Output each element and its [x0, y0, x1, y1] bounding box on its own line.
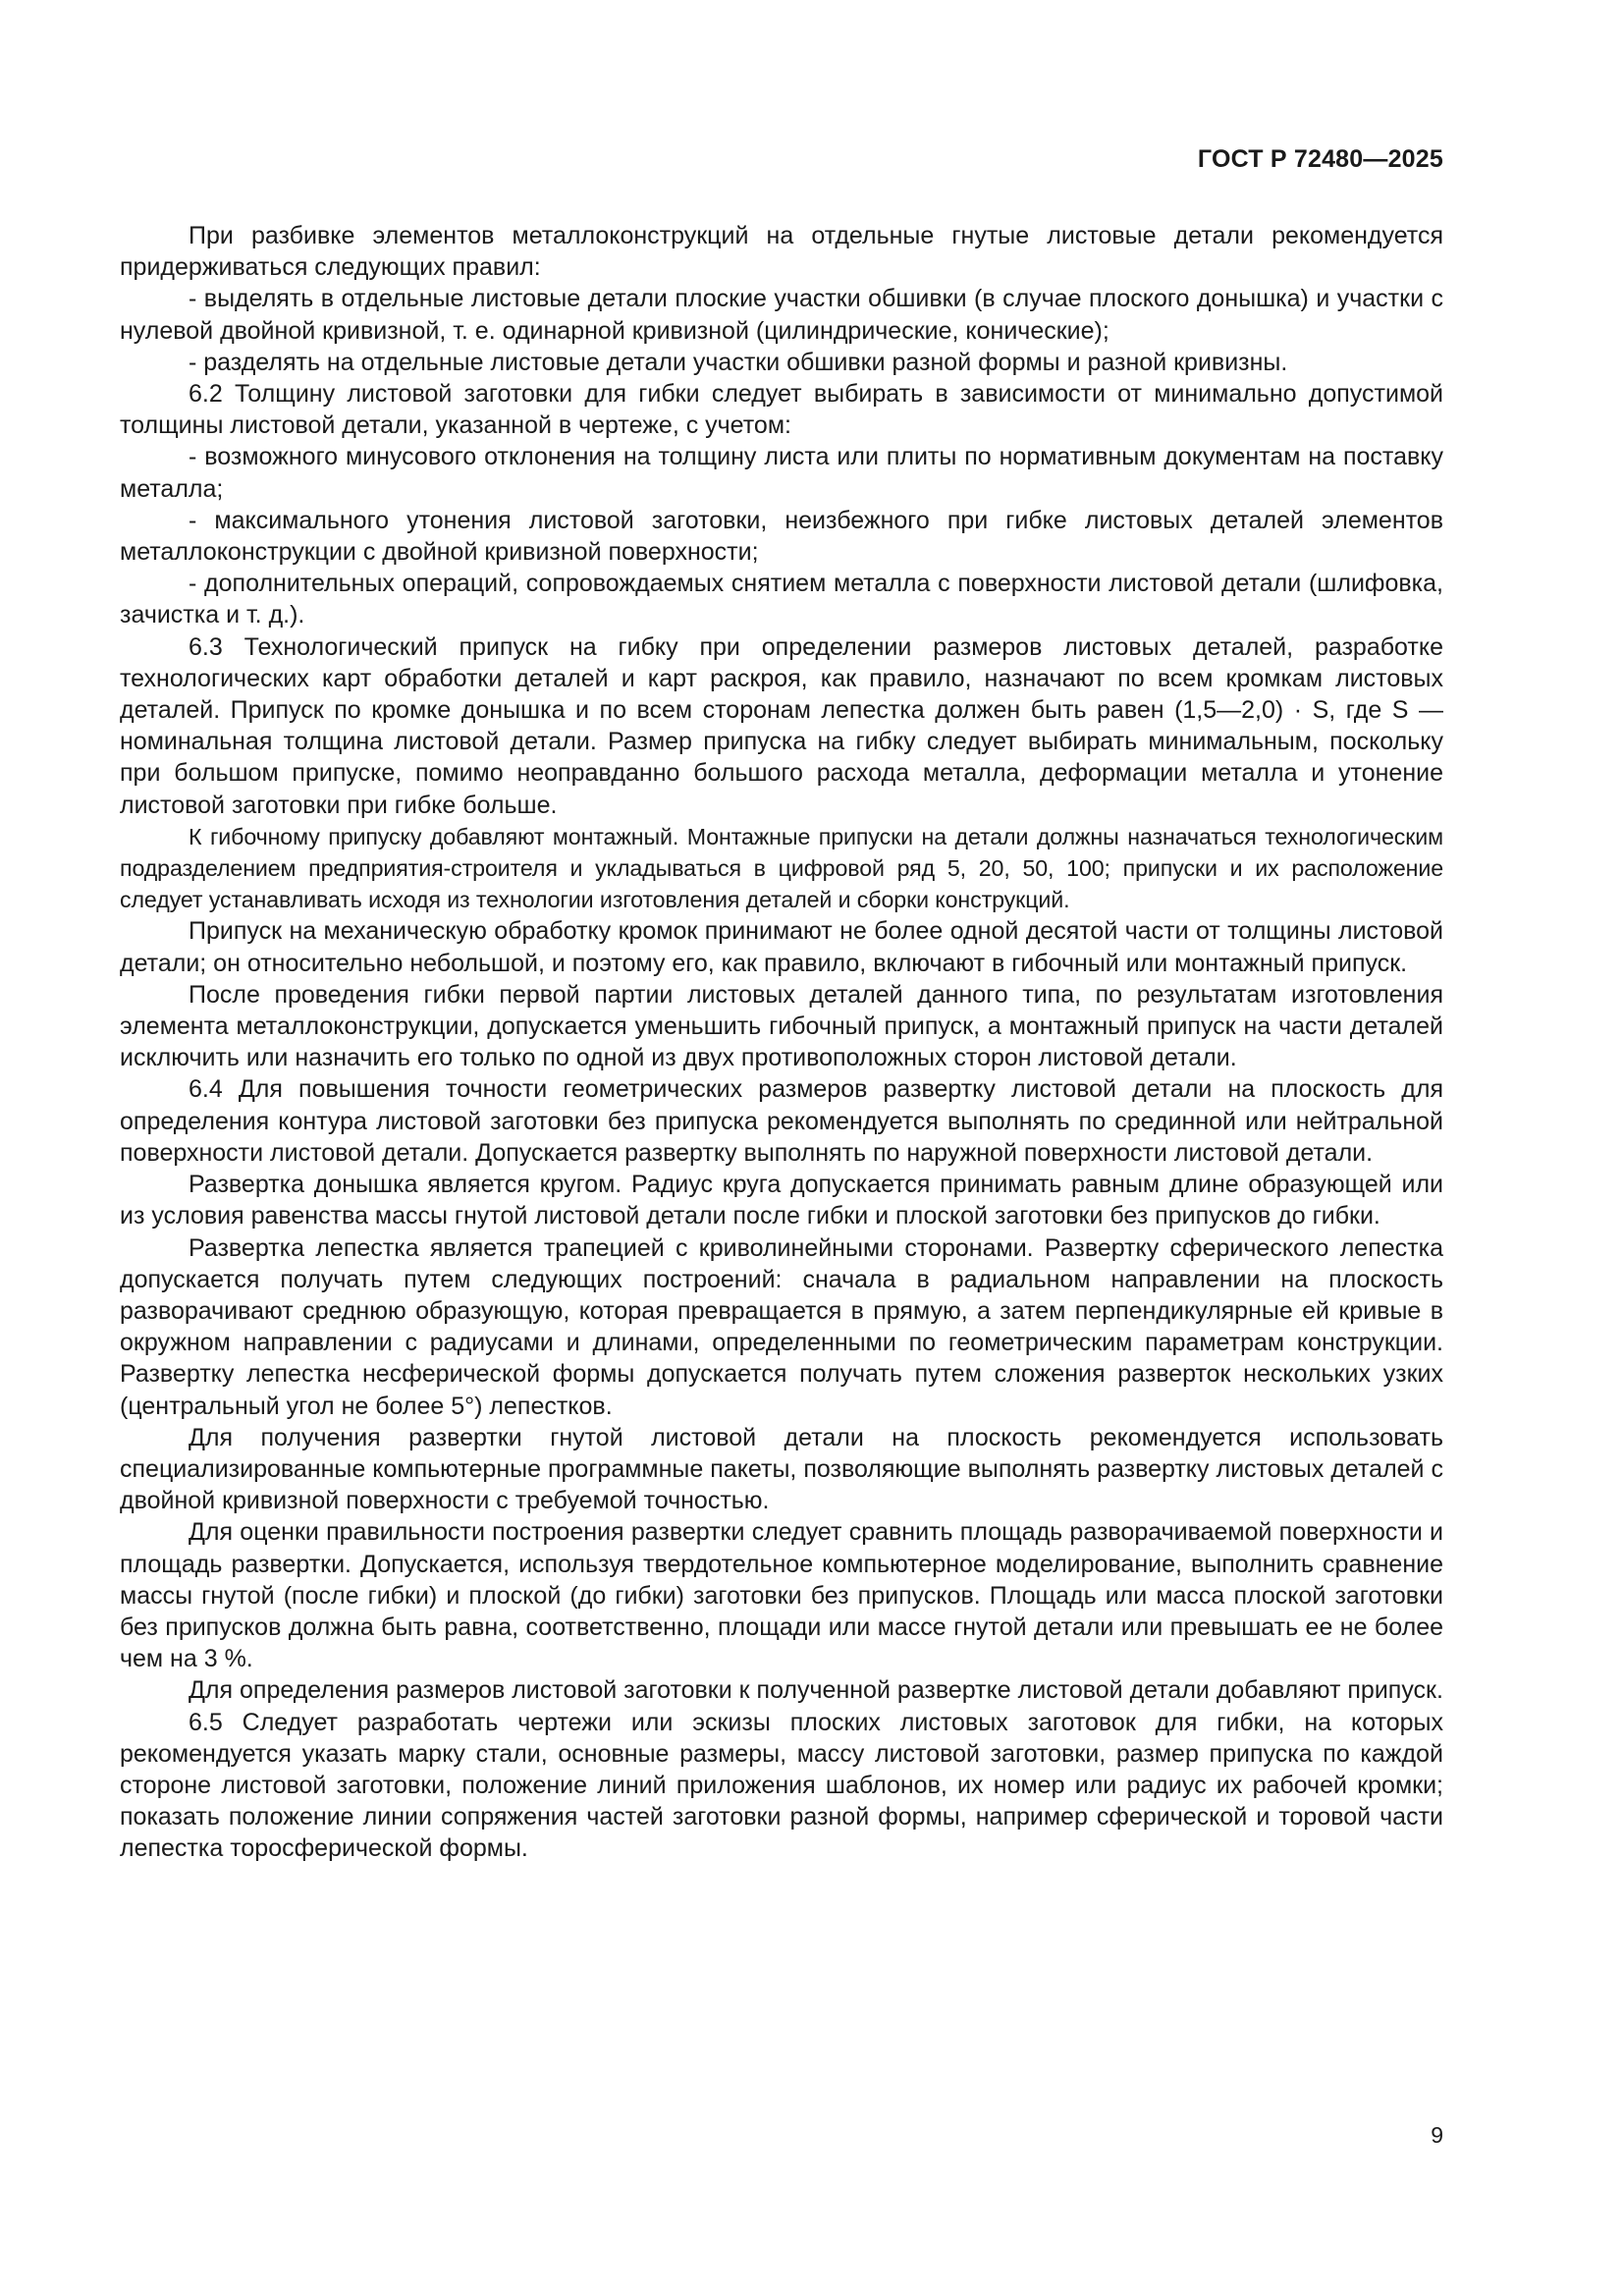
paragraph: - максимального утонения листовой заготовки, неизбежного при гибке листовых деталей элементов металлоконструкции с двойной кривизной поверхности;: [120, 506, 1443, 567]
paragraph: 6.5 Следует разработать чертежи или эскизы плоских листовых заготовок для гибки, на которых рекомендуется указать марку стали, основные размеры, массу листовой заготовки, размер припуска по каждой стороне листовой заготовки, положение линий приложения шаблонов, их номер или радиус их рабочей кромки; показать положение линии сопряжения частей заготовки разной формы, например сферической и торовой части лепестка торосферической формы.: [120, 1708, 1443, 1863]
paragraph: Для определения размеров листовой заготовки к полученной развертке листовой детали добавляют припуск.: [189, 1676, 1443, 1705]
document-body: [120, 220, 1443, 1865]
paragraph: 6.4 Для повышения точности геометрических размеров развертку листовой детали на плоскость для определения контура листовой заготовки без припуска рекомендуется выполнять по срединной или нейтральной поверхности листовой детали. Допускается развертку выполнять по наружной поверхности листовой детали.: [120, 1075, 1443, 1167]
paragraph: 6.2 Толщину листовой заготовки для гибки следует выбирать в зависимости от минимально допустимой толщины листовой детали, указанной в чертеже, с учетом:: [120, 380, 1443, 440]
document-code: ГОСТ Р 72480—2025: [1197, 145, 1443, 173]
paragraph: Для оценки правильности построения развертки следует сравнить площадь разворачиваемой поверхности и площадь развертки. Допускается, используя твердотельное компьютерное моделирование, выполнить сравнение массы гнутой (после гибки) и плоской (до гибки) заготовки без припусков. Площадь или масса плоской заготовки без припусков должна быть равна, соответственно, площади или массе гнутой детали или превышать ее не более чем на 3 %.: [120, 1518, 1443, 1673]
paragraph: Развертка лепестка является трапецией с криволинейными сторонами. Развертку сферического лепестка допускается получать путем следующих построений: сначала в радиальном направлении на плоскость разворачивают среднюю образующую, которая превращается в прямую, а затем перпендикулярные ей кривые в окружном направлении с радиусами и длинами, определенными по геометрическим параметрам конструкции. Развертку лепестка несферической формы допускается получать путем сложения разверток нескольких узких (центральный угол не более 5°) лепестков.: [120, 1233, 1443, 1420]
paragraph: К гибочному припуску добавляют монтажный. Монтажные припуски на детали должны назначаться технологическим подразделением предприятия-строителя и укладываться в цифровой ряд 5, 20, 50, 100; припуски и их расположение следует устанавливать исходя из технологии изготовления деталей и сборки конструкций.: [120, 823, 1443, 913]
page-number: 9: [1431, 2122, 1443, 2148]
paragraph: - выделять в отдельные листовые детали плоские участки обшивки (в случае плоского донышка) и участки с нулевой двойной кривизной, т. е. одинарной кривизной (цилиндрические, конические);: [120, 285, 1443, 345]
paragraph: 6.3 Технологический припуск на гибку при определении размеров листовых деталей, разработке технологических карт обработки деталей и карт раскроя, как правило, назначают по всем кромкам листовых деталей. Припуск по кромке донышка и по всем сторонам лепестка должен быть равен (1,5—2,0) · S, где S — номинальная толщина листовой детали. Размер припуска на гибку следует выбирать минимальным, поскольку при большом припуске, помимо неоправданно большого расхода металла, деформации металла и утонение листовой заготовки при гибке больше.: [120, 632, 1443, 819]
paragraph: После проведения гибки первой партии листовых деталей данного типа, по результатам изготовления элемента металлоконструкции, допускается уменьшить гибочный припуск, а монтажный припуск на части деталей исключить или назначить его только по одной из двух противоположных сторон листовой детали.: [120, 980, 1443, 1072]
paragraph: При разбивке элементов металлоконструкций на отдельные гнутые листовые детали рекомендуется придерживаться следующих правил:: [120, 222, 1443, 282]
paragraph: - дополнительных операций, сопровождаемых снятием металла с поверхности листовой детали (шлифовка, зачистка и т. д.).: [120, 570, 1443, 629]
paragraph: Припуск на механическую обработку кромок принимают не более одной десятой части от толщины листовой детали; он относительно небольшой, и поэтому его, как правило, включают в гибочный или монтажный припуск.: [120, 917, 1443, 977]
paragraph: - разделять на отдельные листовые детали участки обшивки разной формы и разной кривизны.: [189, 348, 1288, 376]
paragraph: Развертка донышка является кругом. Радиус круга допускается принимать равным длине образующей или из условия равенства массы гнутой листовой детали после гибки и плоской заготовки без припусков до гибки.: [120, 1171, 1443, 1230]
paragraph: - возможного минусового отклонения на толщину листа или плиты по нормативным документам на поставку металла;: [120, 443, 1443, 503]
paragraph: Для получения развертки гнутой листовой детали на плоскость рекомендуется использовать специализированные компьютерные программные пакеты, позволяющие выполнять развертку листовых деталей с двойной кривизной поверхности с требуемой точностью.: [120, 1423, 1443, 1515]
